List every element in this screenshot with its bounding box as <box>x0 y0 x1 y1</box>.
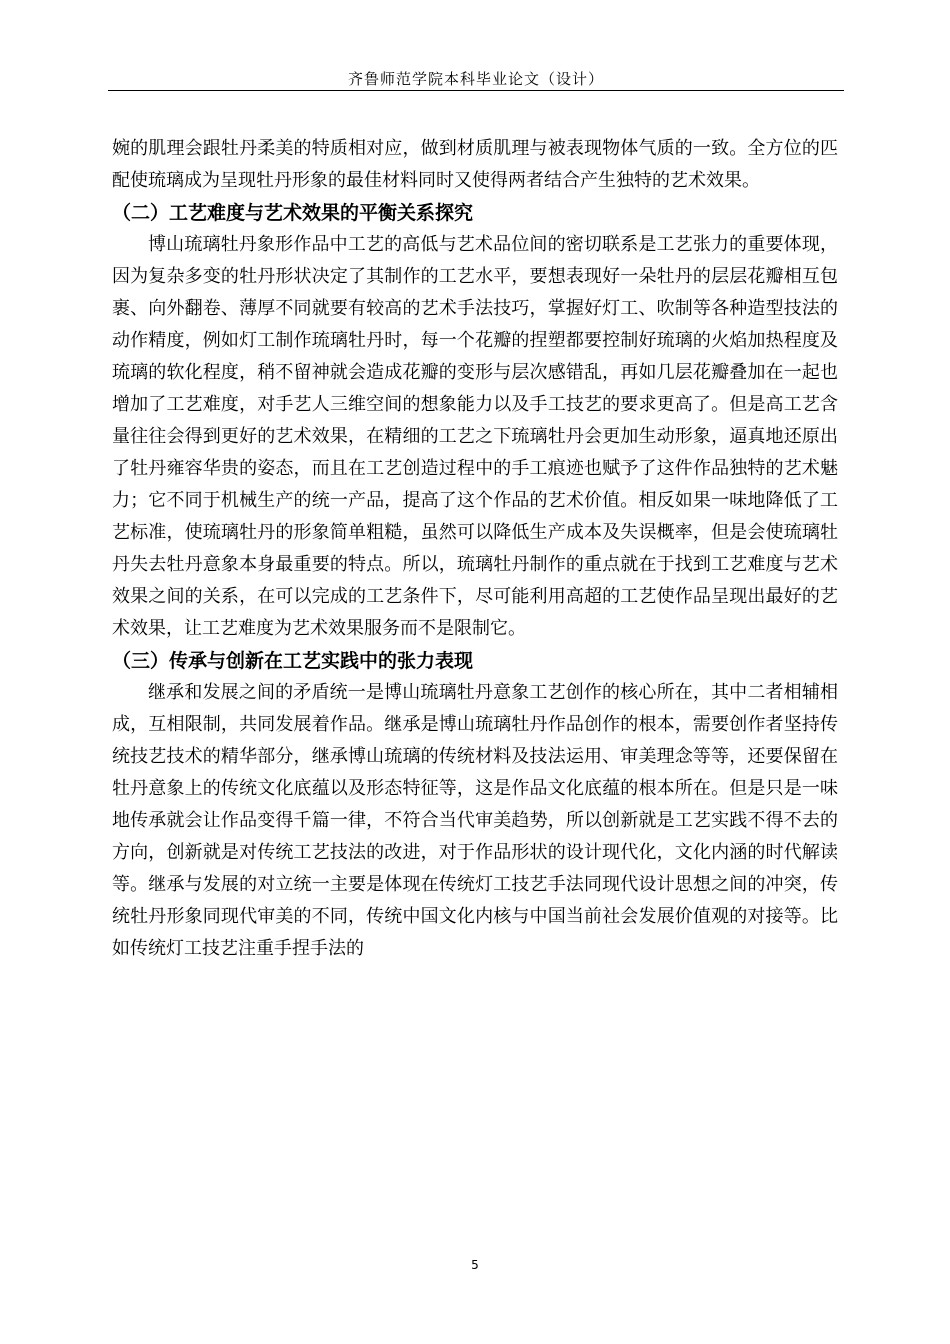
header-divider <box>108 90 844 91</box>
body-paragraph-craft-balance: 博山琉璃牡丹象形作品中工艺的高低与艺术品位间的密切联系是工艺张力的重要体现，因为复杂多变的牡丹形状决定了其制作的工艺水平，要想表现好一朵牡丹的层层花瓣相互包裹、向外翻卷、薄厚不同就要有较高的艺术手法技巧，掌握好灯工、吹制等各种造型技法的动作精度，例如灯工制作琉璃牡丹时，每一个花瓣的捏塑都要控制好琉璃的火焰加热程度及琉璃的软化程度，稍不留神就会造成花瓣的变形与层次感错乱，再如几层花瓣叠加在一起也增加了工艺难度，对手艺人三维空间的想象能力以及手工技艺的要求更高了。但是高工艺含量往往会得到更好的艺术效果，在精细的工艺之下琉璃牡丹会更加生动形象，逼真地还原出了牡丹雍容华贵的姿态，而且在工艺创造过程中的手工痕迹也赋予了这件作品独特的艺术魅力；它不同于机械生产的统一产品，提高了这个作品的艺术价值。相反如果一味地降低了工艺标准，使琉璃牡丹的形象简单粗糙，虽然可以降低生产成本及失误概率，但是会使琉璃牡丹失去牡丹意象本身最重要的特点。所以，琉璃牡丹制作的重点就在于找到工艺难度与艺术效果之间的关系，在可以完成的工艺条件下，尽可能利用高超的工艺使作品呈现出最好的艺术效果，让工艺难度为艺术效果服务而不是限制它。 <box>112 234 838 639</box>
body-paragraph-inheritance-innovation: 继承和发展之间的矛盾统一是博山琉璃牡丹意象工艺创作的核心所在，其中二者相辅相成，互相限制，共同发展着作品。继承是博山琉璃牡丹作品创作的根本，需要创作者坚持传统技艺技术的精华部分，继承博山琉璃的传统材料及技法运用、审美理念等等，还要保留在牡丹意象上的传统文化底蕴以及形态特征等，这是作品文化底蕴的根本所在。但是只是一味地传承就会让作品变得千篇一律，不符合当代审美趋势，所以创新就是工艺实践不得不去的方向，创新就是对传统工艺技法的改进，对于作品形状的设计现代化，文化内涵的时代解读等。继承与发展的对立统一主要是体现在传统灯工技艺手法同现代设计思想之间的冲突，传统牡丹形象同现代审美的不同，传统中国文化内核与中国当前社会发展价值观的对接等。比如传统灯工技艺注重手捏手法的 <box>112 682 838 959</box>
section-heading-2: （二）工艺难度与艺术效果的平衡关系探究 <box>112 202 474 224</box>
document-body <box>112 133 838 965</box>
body-paragraph-continued: 婉的肌理会跟牡丹柔美的特质相对应，做到材质肌理与被表现物体气质的一致。全方位的匹配使琉璃成为呈现牡丹形象的最佳材料同时又使得两者结合产生独特的艺术效果。 <box>112 138 838 191</box>
section-heading-3: （三）传承与创新在工艺实践中的张力表现 <box>112 650 474 672</box>
page-number: 5 <box>471 1258 479 1272</box>
page-header-title: 齐鲁师范学院本科毕业论文（设计） <box>347 70 604 88</box>
